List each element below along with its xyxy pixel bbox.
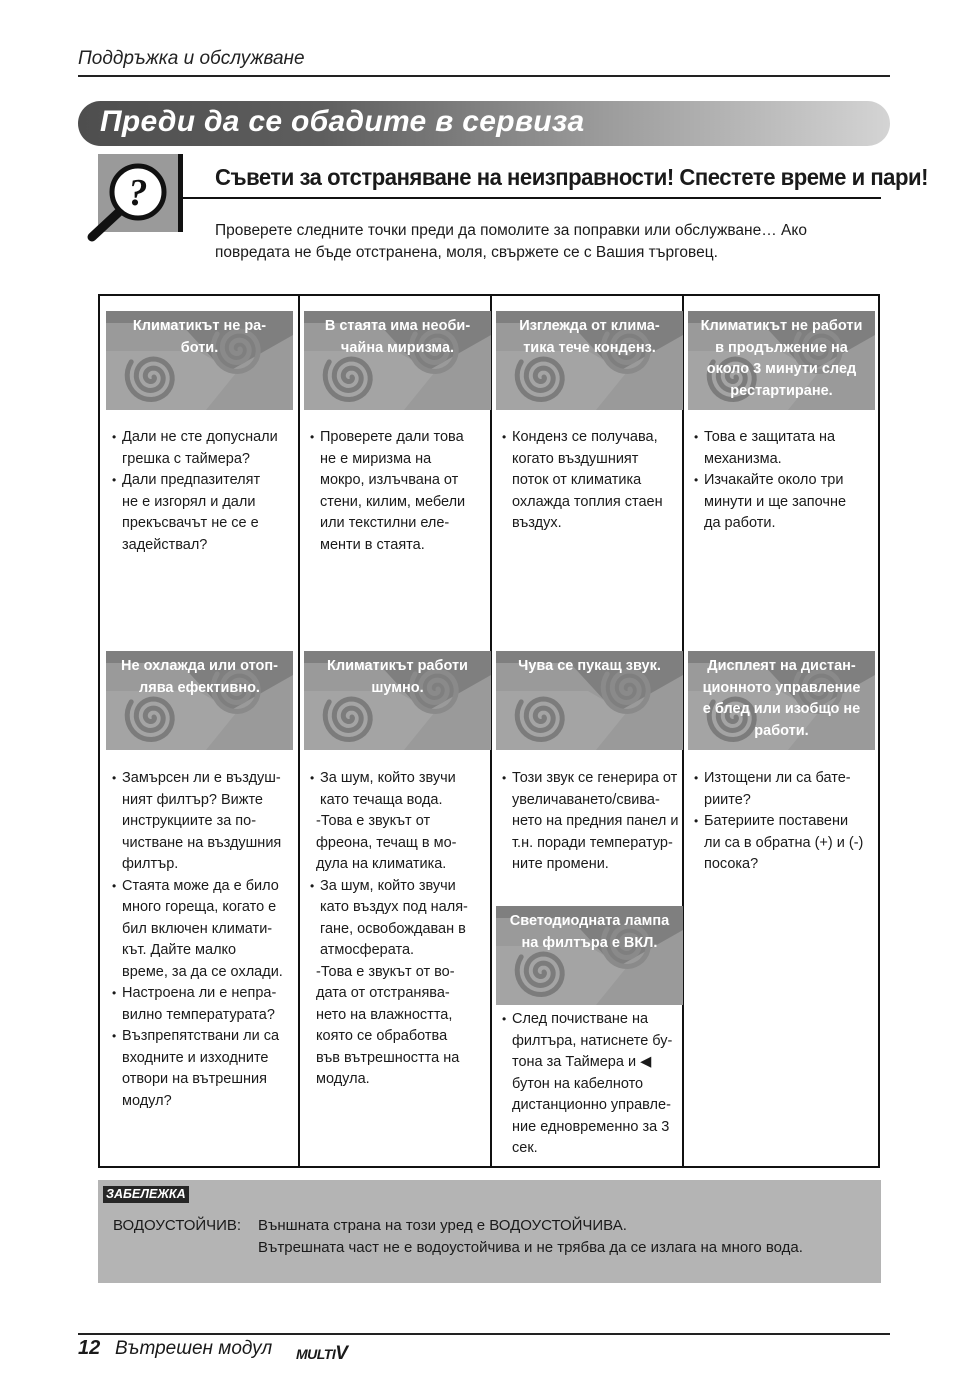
footer-text: Вътрешен модул (115, 1338, 273, 1359)
cell-item-line: поток от климатика (512, 472, 642, 488)
cell-header-text (308, 656, 487, 699)
cell-item-line: или текстилни еле- (320, 515, 450, 531)
cell-header-line: Климатикът работи (327, 658, 468, 674)
cell-item-line: ние едновременно за 3 (512, 1118, 670, 1135)
cell-item-line: която се обработва (316, 1028, 448, 1044)
cell-item-line: ните промени. (512, 856, 609, 872)
cell-header-text (692, 656, 871, 742)
column-divider (298, 294, 300, 1168)
cell-item (502, 1009, 685, 1160)
cell-header (688, 651, 875, 750)
cell-item-line: да работи. (704, 515, 776, 531)
cell-item-line: • За шум, който звучи (320, 877, 456, 894)
cell-items (502, 427, 685, 535)
logo-v: V (335, 1343, 348, 1364)
cell-item (310, 427, 493, 556)
cell-header (496, 906, 683, 1005)
cell-item (502, 768, 685, 876)
cell-header-text (692, 316, 871, 402)
cell-item (694, 470, 877, 535)
cell-header-line: тика тече конденз. (523, 339, 656, 356)
cell-item-line: тона за Таймера и ◀ (512, 1054, 652, 1070)
magnifier-question-icon (80, 155, 180, 245)
svg-text:?: ? (128, 172, 148, 214)
cell-header-text (500, 656, 679, 678)
cell-item-line: дистанционно управле- (512, 1097, 671, 1113)
cell-header-line: шумно. (371, 679, 424, 696)
cell-header (106, 651, 293, 750)
cell-item-line: модул? (122, 1092, 172, 1109)
cell-item-line: дата от отстранява- (316, 985, 450, 1001)
cell-item-line: филтъра, натиснете бу- (512, 1032, 673, 1049)
cell-header (304, 311, 491, 410)
intro-text (215, 220, 875, 264)
cell-header-line: В стаята има необи- (324, 318, 471, 334)
cell-item (310, 876, 493, 962)
cell-item (112, 1026, 295, 1112)
page-number: 12 (78, 1337, 101, 1359)
cell-header-line: боти. (180, 339, 219, 356)
cell-item-line: • Това е защитата на (704, 429, 836, 445)
cell-header-line: Дисплеят на дистан- (707, 658, 856, 674)
cell-header-line: ционното управление (702, 679, 861, 696)
logo-text: MULTI (296, 1346, 336, 1362)
cell-item (112, 983, 295, 1026)
cell-header-text (500, 316, 679, 359)
tips-rule (182, 197, 881, 199)
cell-item-line: като течаща вода. (320, 791, 443, 808)
cell-header (106, 311, 293, 410)
cell-items (112, 768, 295, 1112)
cell-item-line: • Конденз се получава, (512, 429, 658, 445)
cell-items (694, 768, 877, 876)
cell-item-line: когато въздушният (512, 450, 639, 467)
section-title: Поддръжка и обслужване (78, 48, 305, 69)
cell-item-line: вилно температурата? (122, 1006, 275, 1023)
note-line-1: Външната страна на този уред е ВОДОУСТОЙЧИВА. (258, 1217, 627, 1234)
cell-item-line: входните и изходните (122, 1049, 269, 1066)
cell-item-line: мокро, излъчвана от (320, 472, 459, 488)
cell-item-line: • Възпрепятствани ли са (122, 1028, 280, 1044)
cell-item (310, 811, 493, 876)
cell-item-line: филтър. (122, 856, 179, 872)
cell-item-line: менти в стаята. (320, 536, 425, 553)
cell-header-line: Климатикът не работи (700, 318, 863, 334)
cell-item-line: чистване на въздушния (122, 834, 282, 851)
cell-item-line: гане, освобождаван в (320, 920, 466, 937)
cell-item-line: • След почистване на (512, 1011, 649, 1027)
cell-item-line: атмосферата. (320, 942, 415, 958)
cell-header (496, 651, 683, 750)
cell-item (694, 427, 877, 470)
page-title: Преди да се обадите в сервиза (100, 105, 585, 138)
cell-item (694, 768, 877, 811)
cell-header-line: Климатикът не ра- (132, 318, 267, 334)
cell-item-line: • Дали не сте допуснали (122, 429, 278, 445)
cell-item-line: кът. Дайте малко (122, 942, 237, 958)
cell-item (310, 962, 493, 1091)
cell-item-line: увеличаването/свива- (512, 791, 660, 808)
cell-header-line: Не охлажда или отоп- (121, 658, 278, 674)
header-rule (78, 75, 890, 77)
cell-item-line: дула на климатика. (316, 856, 447, 872)
cell-header-line: е блед или изобщо не (702, 701, 861, 717)
cell-header-line: чайна миризма. (340, 339, 455, 356)
cell-item-line: задействал? (122, 536, 208, 553)
cell-header-line: Изглежда от клима- (519, 318, 660, 334)
cell-item (112, 768, 295, 876)
cell-header-text (308, 316, 487, 359)
multi-v-logo (296, 1343, 347, 1365)
cell-item-line: въздух. (512, 515, 562, 531)
tips-title: Съвети за отстраняване на неизправности! Спестете време и пари! (215, 164, 928, 190)
cell-item-line: във вътрешността на (316, 1049, 460, 1066)
cell-item-line: риите? (704, 791, 751, 808)
cell-header-line: лява ефективно. (139, 679, 260, 696)
cell-item-line: • Изтощени ли са бате- (704, 770, 851, 786)
cell-items (310, 427, 493, 556)
cell-item-line: т.н. поради температур- (512, 834, 673, 851)
cell-item (694, 811, 877, 876)
cell-item-line: фреона, течащ в мо- (316, 834, 457, 851)
cell-item-line: • Този звук се генерира от (512, 770, 678, 786)
cell-item-line: минути и ще започне (704, 493, 847, 510)
cell-items (112, 427, 295, 556)
cell-item-line: много гореща, когато е (122, 899, 277, 915)
cell-item-line: модула. (316, 1071, 370, 1087)
cell-item-line: ният филтър? Вижте (122, 791, 263, 808)
cell-item-line: грешка с таймера? (122, 450, 250, 467)
cell-header-line: Чува се пукащ звук. (518, 658, 661, 674)
cell-item-line: • Замърсен ли е въздуш- (122, 770, 281, 786)
cell-item-line: сек. (512, 1140, 538, 1156)
cell-item-line: нето на влажността, (316, 1006, 453, 1023)
cell-item (112, 470, 295, 556)
cell-item-line: прекъсвачът не се е (122, 515, 259, 531)
cell-header-line: в продължение на (715, 339, 848, 356)
cell-item-line: бутон на кабелното (512, 1075, 644, 1092)
note-line-2: Вътрешната част не е водоустойчива и не трябва да се излага на много вода. (258, 1239, 803, 1256)
cell-header-text (110, 316, 289, 359)
cell-header-line: рестартиране. (730, 382, 833, 399)
cell-header (496, 311, 683, 410)
cell-header (304, 651, 491, 750)
cell-item-line: • За шум, който звучи (320, 770, 456, 786)
cell-item-line: -Това е звукът от (316, 813, 431, 829)
cell-item-line: • Настроена ли е непра- (122, 985, 277, 1001)
cell-item-line: • Проверете дали това (320, 429, 464, 445)
cell-header-line: около 3 минути след (706, 361, 857, 377)
cell-header-line: работи. (754, 722, 809, 739)
cell-item (502, 427, 685, 535)
note-term: ВОДОУСТОЙЧИВ: (113, 1217, 242, 1234)
cell-header-text (500, 911, 679, 954)
cell-item-line: стени, килим, мебели (320, 493, 466, 510)
cell-item-line: • Стаята може да е било (122, 877, 279, 894)
cell-items (694, 427, 877, 535)
cell-item (112, 427, 295, 470)
cell-item-line: охлажда топлия стаен (512, 493, 663, 510)
cell-item-line: механизма. (704, 450, 782, 467)
cell-item-line: • Дали предпазителят (122, 472, 261, 488)
cell-item-line: ли са в обратна (+) и (-) (704, 834, 864, 851)
title-banner (78, 101, 890, 146)
cell-header-line: Светодиодната лампа (509, 913, 670, 929)
cell-header (688, 311, 875, 410)
cell-item-line: като въздух под наля- (320, 899, 468, 915)
cell-item (112, 876, 295, 984)
cell-item-line: време, за да се охлади. (122, 963, 283, 980)
cell-item-line: не е изгорял и дали (122, 493, 256, 510)
cell-item-line: бил включен климати- (122, 920, 273, 937)
intro-line: Проверете следните точки преди да помолите за поправки или обслужване… Ако (215, 222, 807, 239)
note-label: ЗАБЕЛЕЖКА (103, 1186, 189, 1203)
cell-item-line: -Това е звукът от во- (316, 963, 455, 980)
cell-items (310, 768, 493, 1091)
cell-item-line: • Изчакайте около три (704, 472, 844, 488)
cell-items (502, 768, 685, 876)
cell-item-line: • Батериите поставени (704, 813, 849, 829)
cell-item-line: инструкциите за по- (122, 813, 257, 829)
intro-line: повредата не бъде отстранена, моля, свържете се с Вашия търговец. (215, 244, 718, 261)
cell-item (310, 768, 493, 811)
cell-items (502, 1009, 685, 1160)
cell-item-line: не е миризма на (320, 450, 432, 467)
cell-item-line: отвори на вътрешния (122, 1071, 267, 1087)
cell-item-line: нето на предния панел и (512, 813, 679, 829)
cell-header-text (110, 656, 289, 699)
footer-rule (78, 1333, 890, 1335)
cell-item-line: посока? (704, 856, 759, 872)
cell-header-line: на филтъра е ВКЛ. (521, 934, 658, 951)
